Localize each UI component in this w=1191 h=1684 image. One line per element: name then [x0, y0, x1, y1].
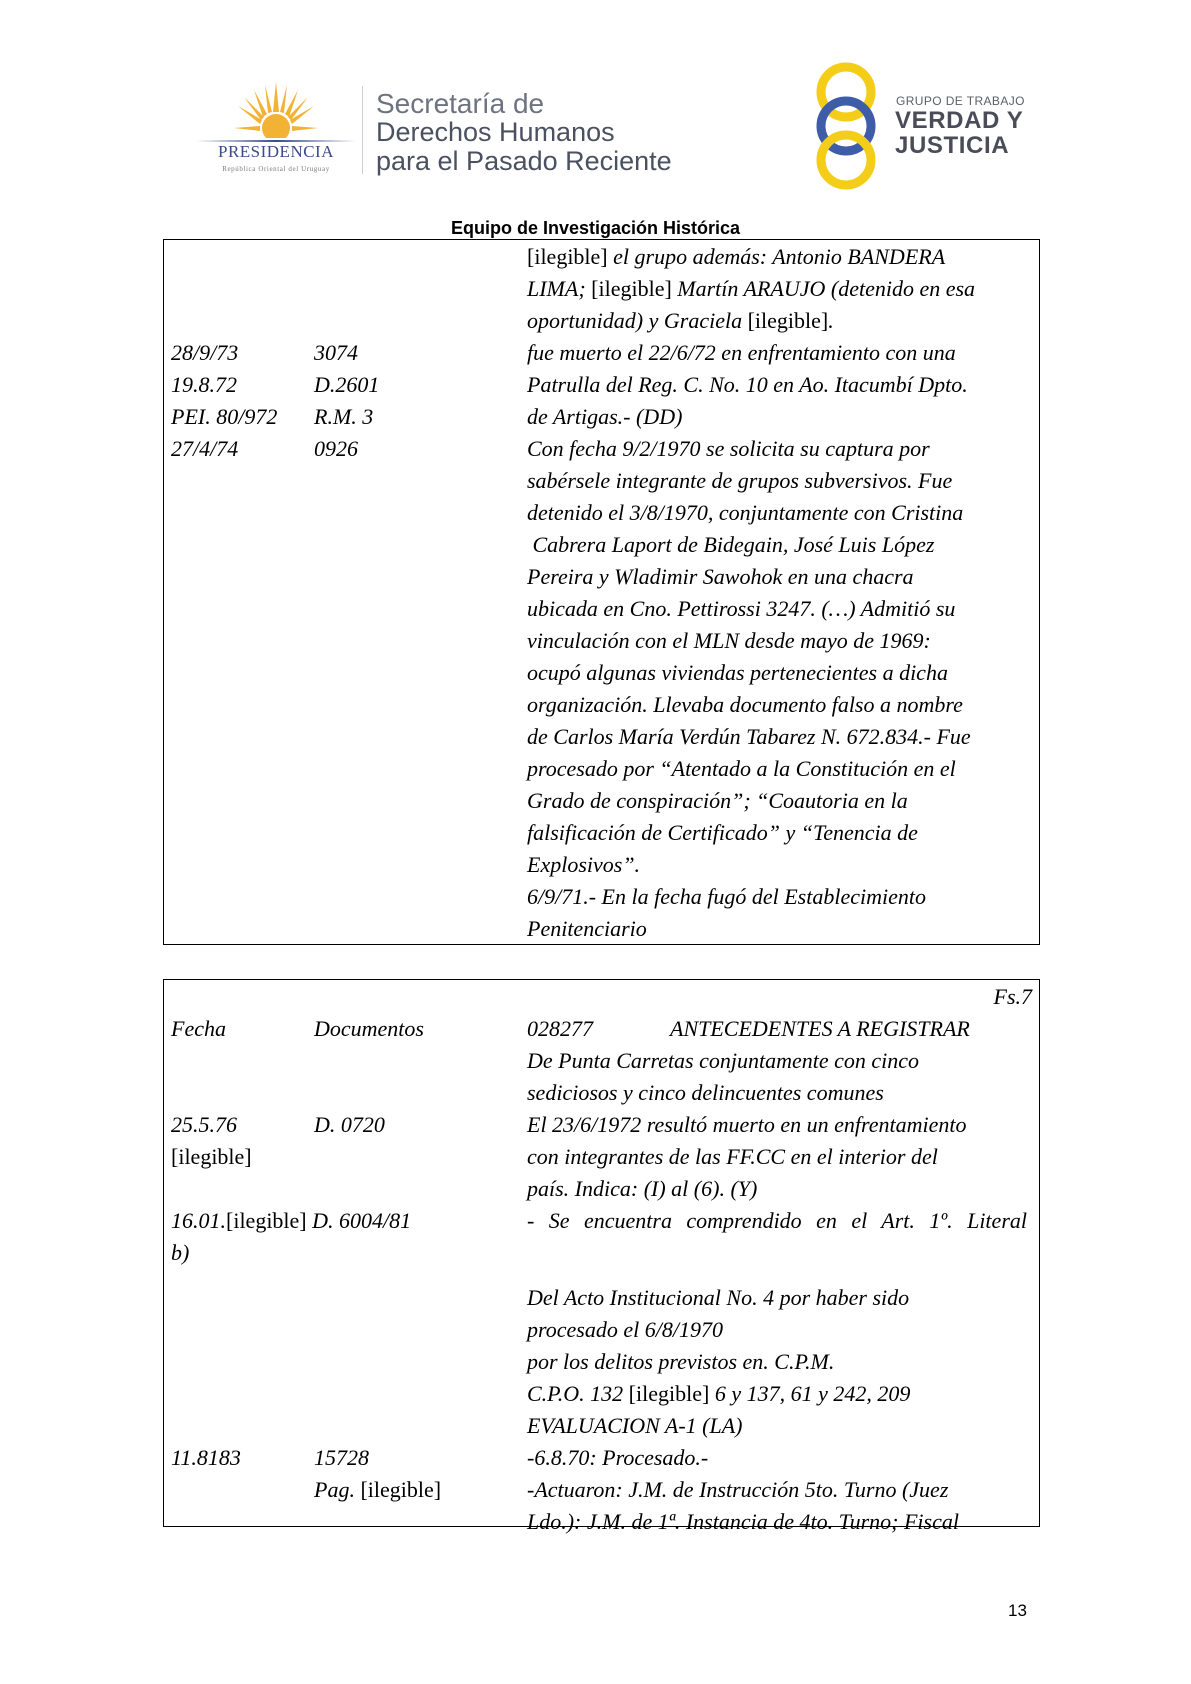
continuation-line: ubicada en Cno. Pettirossi 3247. (…) Admitió su — [527, 596, 956, 621]
secretaria-line3: para el Pasado Reciente — [376, 146, 672, 176]
row-text: fue muerto el 22/6/72 en enfrentamiento con una — [527, 340, 956, 365]
row-fecha-illegible: [ilegible] — [171, 1144, 252, 1169]
row-text: Patrulla del Reg. C. No. 10 en Ao. Itacumbí Dpto. — [527, 372, 968, 397]
row-doc: 15728 — [314, 1445, 369, 1470]
continuation-line: Explosivos”. — [527, 852, 641, 877]
row-text: Con fecha 9/2/1970 se solicita su captura por — [527, 436, 930, 461]
text-line: sediciosos y cinco delincuentes comunes — [527, 1080, 884, 1105]
row-text: país. Indica: (I) al (6). (Y) — [527, 1176, 758, 1201]
equipo-heading: Equipo de Investigación Histórica — [450, 218, 741, 238]
row-fecha: 11.8183 — [171, 1445, 241, 1470]
row-text: El 23/6/1972 resultó muerto en un enfrentamiento — [527, 1112, 967, 1137]
column-header-fecha: Fecha — [171, 1016, 226, 1041]
row-text: con integrantes de las FF.CC en el interior del — [527, 1144, 938, 1169]
cpo-line: C.P.O. 132 [ilegible] 6 y 137, 61 y 242, 209 — [527, 1381, 911, 1406]
continuation-line: vinculación con el MLN desde mayo de 1969: — [527, 628, 931, 653]
row-fecha: 28/9/73 — [171, 340, 239, 365]
continuation-line: Cabrera Laport de Bidegain, José Luis López — [527, 532, 935, 557]
text-line: De Punta Carretas conjuntamente con cinco — [527, 1048, 920, 1073]
antecedentes-heading: ANTECEDENTES A REGISTRAR — [670, 1016, 970, 1041]
row-fecha: 19.8.72 — [171, 372, 237, 397]
header-divider — [362, 86, 363, 174]
intro-line-3: oportunidad) y Graciela [ilegible]. — [527, 308, 834, 333]
row-text: -6.8.70: Procesado.- — [527, 1445, 709, 1470]
column-header-documentos: Documentos — [314, 1016, 424, 1041]
presidencia-name: PRESIDENCIA — [217, 142, 334, 161]
row-fecha: 27/4/74 — [171, 436, 239, 461]
acto-line: procesado el 6/8/1970 — [527, 1317, 723, 1342]
row-fecha: 16.01.[ilegible] D. 6004/81 — [171, 1208, 412, 1233]
continuation-line: Penitenciario — [527, 916, 647, 941]
record-number: 028277 — [527, 1016, 593, 1041]
intro-line-1: [ilegible] el grupo además: Antonio BANDERA — [527, 244, 946, 269]
continuation-line: de Carlos María Verdún Tabarez N. 672.834.- Fue — [527, 724, 971, 749]
continuation-line: falsificación de Certificado” y “Tenencia de — [527, 820, 918, 845]
justicia-label: JUSTICIA — [895, 132, 1010, 159]
row-doc: 3074 — [314, 340, 358, 365]
continuation-line: Grado de conspiración”; “Coautoria en la — [527, 788, 908, 813]
acto-line: Del Acto Institucional No. 4 por haber sido — [527, 1285, 910, 1310]
interlocked-rings-icon — [808, 62, 894, 190]
presidencia-subtitle: República Oriental del Uruguay — [222, 165, 330, 173]
sun-emblem-icon — [234, 82, 318, 148]
row-doc: D. 0720 — [314, 1112, 385, 1137]
grupo-label: GRUPO DE TRABAJO — [896, 94, 1025, 108]
continuation-line: ocupó algunas viviendas pertenecientes a dicha — [527, 660, 948, 685]
page-number: 13 — [1008, 1601, 1027, 1620]
presidencia-logo — [196, 82, 356, 182]
continuation-line: 6/9/71.- En la fecha fugó del Establecimiento — [527, 884, 926, 909]
continuation-line: organización. Llevaba documento falso a nombre — [527, 692, 963, 717]
continuation-line: Pereira y Wladimir Sawohok en una chacra — [527, 564, 914, 589]
continuation-line: detenido el 3/8/1970, conjuntamente con Cristina — [527, 500, 964, 525]
row-doc: D.2601 — [314, 372, 380, 397]
secretaria-line2: Derechos Humanos — [376, 117, 615, 147]
verdad-label: VERDAD Y — [895, 107, 1024, 134]
evaluacion-line: EVALUACION A-1 (LA) — [527, 1413, 743, 1438]
row-text: de Artigas.- (DD) — [527, 404, 683, 429]
continuation-line: procesado por “Atentado a la Constitución en el — [527, 756, 956, 781]
continuation-line: sabérsele integrante de grupos subversivos. Fue — [527, 468, 953, 493]
row-text: Ldo.): J.M. de 1ª. Instancia de 4to. Turno; Fiscal — [527, 1509, 959, 1534]
secretaria-title — [376, 90, 672, 175]
row-text: - Se encuentra comprendido en el Art. 1º. Literal — [527, 1208, 1027, 1233]
intro-line-2: LIMA; [ilegible] Martín ARAUJO (detenido en esa — [527, 276, 976, 301]
row-fecha-continued: b) — [171, 1240, 190, 1265]
folio-number: Fs.7 — [993, 984, 1032, 1009]
row-fecha: PEI. 80/972 — [171, 404, 278, 429]
row-text: -Actuaron: J.M. de Instrucción 5to. Turno (Juez — [527, 1477, 949, 1502]
secretaria-line1: Secretaría de — [376, 88, 545, 119]
row-fecha: 25.5.76 — [171, 1112, 237, 1137]
row-doc: 0926 — [314, 436, 358, 461]
acto-line: por los delitos previstos en. C.P.M. — [527, 1349, 835, 1374]
row-doc-page: Pag. [ilegible] — [314, 1477, 442, 1502]
row-doc: R.M. 3 — [314, 404, 374, 429]
grupo-trabajo-logo — [808, 62, 1038, 190]
